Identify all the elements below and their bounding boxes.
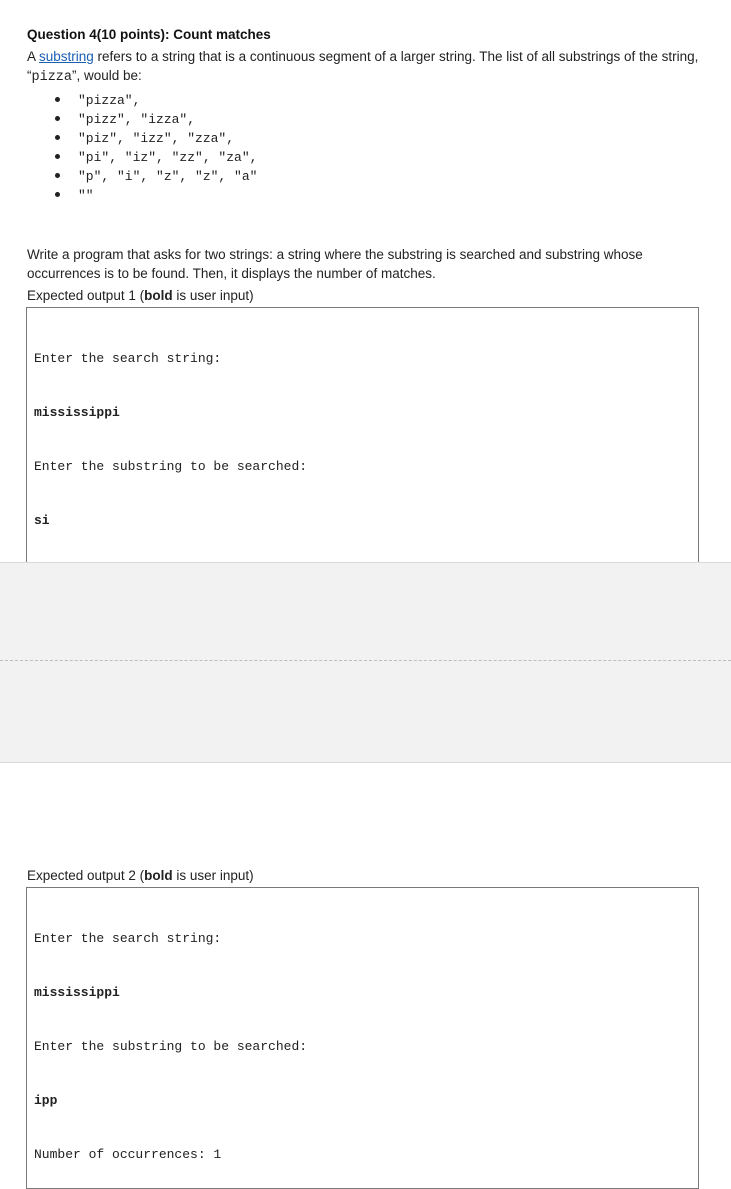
code-line: Enter the substring to be searched: — [34, 459, 308, 474]
question-intro — [27, 47, 717, 87]
bullet-icon — [55, 192, 60, 197]
code-line: Enter the search string: — [34, 931, 222, 946]
list-item: "p", "i", "z", "z", "a" — [53, 166, 257, 185]
code-line: Enter the search string: — [34, 351, 222, 366]
code-line: Enter the substring to be searched: — [34, 1039, 308, 1054]
substring-link[interactable]: substring — [39, 49, 94, 64]
list-item: "" — [53, 185, 257, 204]
intro-suffix: ”, would be: — [72, 68, 142, 83]
list-item: "pizza", — [53, 90, 257, 109]
page-break-divider — [0, 660, 731, 661]
page-break-band — [0, 562, 731, 763]
question-title: Question 4(10 points): Count matches — [27, 27, 271, 42]
list-item: "pizz", "izza", — [53, 109, 257, 128]
output2-codebox — [26, 887, 699, 1189]
list-item: "piz", "izz", "zza", — [53, 128, 257, 147]
bullet-icon — [55, 97, 60, 102]
intro-code: pizza — [31, 70, 73, 85]
list-item: "pi", "iz", "zz", "za", — [53, 147, 257, 166]
code-line-user-input: si — [34, 513, 50, 528]
code-line-user-input: ipp — [34, 1093, 58, 1108]
bullet-icon — [55, 154, 60, 159]
intro-prefix: A — [27, 49, 40, 64]
code-line: Number of occurrences: 1 — [34, 1147, 222, 1162]
output1-label: Expected output 1 (bold is user input) — [27, 288, 254, 303]
output2-label: Expected output 2 (bold is user input) — [27, 868, 254, 883]
bullet-icon — [55, 173, 60, 178]
code-line-user-input: mississippi — [34, 985, 120, 1000]
substring-list — [53, 90, 257, 204]
bullet-icon — [55, 116, 60, 121]
code-line-user-input: mississippi — [34, 405, 120, 420]
instructions: Write a program that asks for two strings: a string where the substring is searched and substring whose occurrences is to be found. Then, it displays the number of matches. — [27, 247, 643, 281]
bullet-icon — [55, 135, 60, 140]
intro-middle: refers to a string that is a continuous segment of a larger string. The list of all substrings of the string, “ — [27, 49, 699, 83]
